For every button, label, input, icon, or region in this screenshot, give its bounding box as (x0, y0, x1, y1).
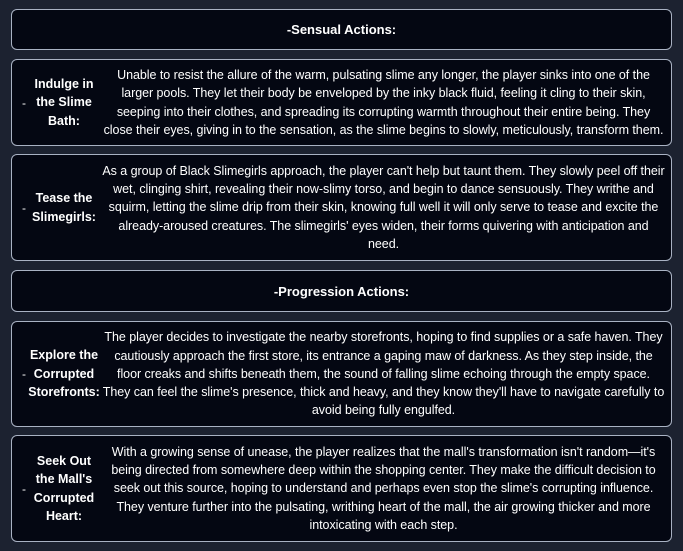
action-bullet: - (22, 95, 26, 110)
sensual-actions-header (11, 9, 672, 50)
action-bullet: - (22, 481, 26, 496)
action-bullet: - (22, 200, 26, 215)
action-card-explore-storefronts[interactable] (11, 321, 672, 427)
progression-actions-header (11, 270, 672, 312)
action-card-indulge-slime-bath[interactable] (11, 59, 672, 146)
sensual-actions-header-text: -Sensual Actions: (286, 22, 397, 37)
action-card-tease-slimegirls[interactable] (11, 154, 672, 261)
action-card-seek-corrupted-heart[interactable] (11, 435, 672, 542)
action-description: As a group of Black Slimegirls approach, the player can't help but taunt them. They slowly peel off their wet, clinging shirt, revealing their now-slimy torso, and begin to dance sensuously. They writhe and squirm, letting the slime drip from their skin, knowing full well it will only serve to tease and excite the already-aroused creatures. The slimegirls' eyes widen, their forms quivering with anticipation and need. (102, 163, 665, 251)
action-bullet: - (22, 367, 26, 381)
action-description: The player decides to investigate the nearby storefronts, hoping to find supplies or a safe haven. They cautiously approach the first store, its entrance a gaping maw of darkness. As they step inside, the floor creaks and shifts beneath them, the sound of falling slime echoing through the empty space. They can feel the slime's presence, thick and heavy, and they know they'll have to navigate carefully to avoid being fully engulfed. (102, 330, 665, 418)
progression-actions-header-text: -Progression Actions: (273, 283, 410, 299)
action-title: Tease the Slimegirls: (32, 191, 96, 224)
action-description: Unable to resist the allure of the warm, pulsating slime any longer, the player sinks into one of the larger pools. They let their body be enveloped by the inky black fluid, feeling it cling to their skin, seeping into their clothes, and spreading its corrupting warmth throughout their entire being. They close their eyes, giving in to the sensation, as the slime begins to slowly, meticulously, transform them. (103, 67, 664, 137)
action-title: Explore the Corrupted Storefronts: (28, 348, 100, 400)
action-title: Indulge in the Slime Bath: (34, 76, 94, 128)
action-title: Seek Out the Mall's Corrupted Heart: (33, 453, 95, 523)
action-description: With a growing sense of unease, the player realizes that the mall's transformation isn't random—it's being directed from somewhere deep within the shopping center. They make the difficult decision to seek out this source, hoping to understand and perhaps even stop the slime's corrupting influence. They venture further into the pulsating, writhing heart of the mall, the air growing thicker and more intoxicating with each step. (111, 444, 656, 532)
